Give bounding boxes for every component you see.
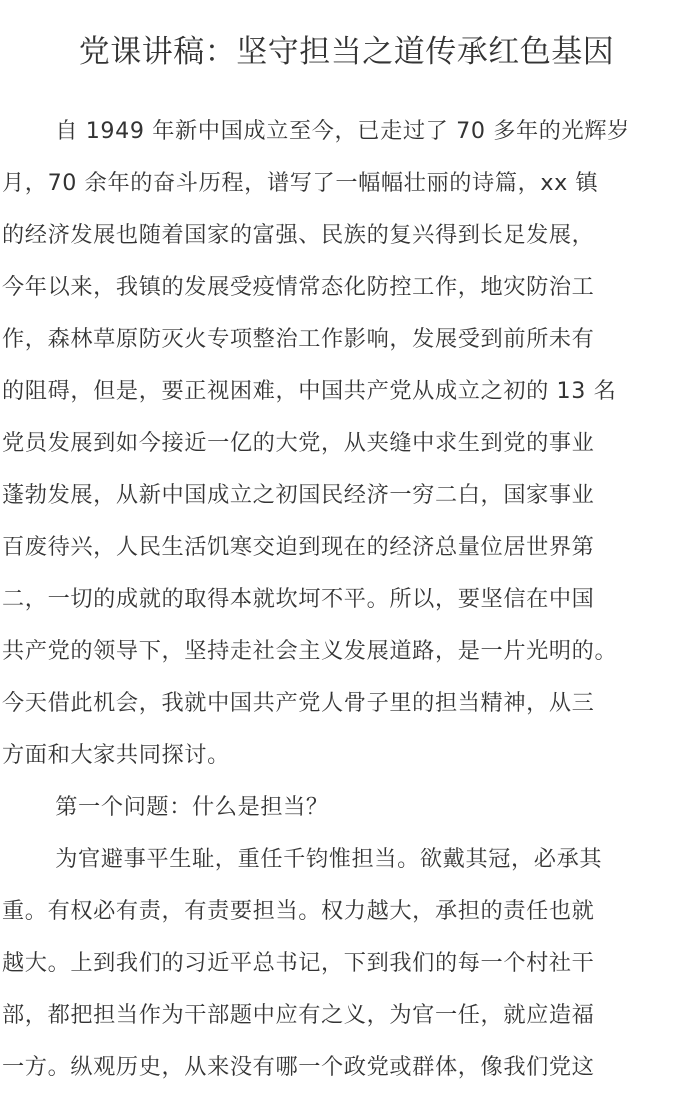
text-line: 月，70 余年的奋斗历程，谱写了一幅幅壮丽的诗篇，xx 镇 [2,170,599,196]
text-line: 的阻碍，但是，要正视困难，中国共产党从成立之初的 13 名 [2,378,617,404]
document-title: 党课讲稿：坚守担当之道传承红色基因 [78,34,615,70]
text-line: 今年以来，我镇的发展受疫情常态化防控工作，地灾防治工 [2,274,595,300]
text-line: 自 1949 年新中国成立至今，已走过了 70 多年的光辉岁 [55,118,630,144]
section-heading-text: 第一个问题：什么是担当？ [55,794,329,820]
text-line: 作，森林草原防灭火专项整治工作影响，发展受到前所未有 [2,326,595,352]
text-line: 方面和大家共同探讨。 [2,742,230,768]
text-line: 的经济发展也随着国家的富强、民族的复兴得到长足发展， [2,222,595,248]
text-line: 一方。纵观历史，从来没有哪一个政党或群体，像我们党这 [2,1054,595,1080]
text-line: 共产党的领导下，坚持走社会主义发展道路，是一片光明的。 [2,638,618,664]
text-line: 越大。上到我们的习近平总书记，下到我们的每一个村社干 [2,950,595,976]
document-body [2,105,693,1093]
text-line: 百废待兴，人民生活饥寒交迫到现在的经济总量位居世界第 [2,534,595,560]
paragraph-intro [2,105,693,781]
paragraph-section-1 [2,833,693,1093]
text-line: 二，一切的成就的取得本就坎坷不平。所以，要坚信在中国 [2,586,595,612]
text-line: 党员发展到如今接近一亿的大党，从夹缝中求生到党的事业 [2,430,595,456]
text-line: 为官避事平生耻，重任千钧惟担当。欲戴其冠，必承其 [55,846,603,872]
text-line: 重。有权必有责，有责要担当。权力越大，承担的责任也就 [2,898,595,924]
text-line: 今天借此机会，我就中国共产党人骨子里的担当精神，从三 [2,690,595,716]
text-line: 部，都把担当作为干部题中应有之义，为官一任，就应造福 [2,1002,595,1028]
section-heading-1 [2,781,693,833]
text-line: 蓬勃发展，从新中国成立之初国民经济一穷二白，国家事业 [2,482,595,508]
